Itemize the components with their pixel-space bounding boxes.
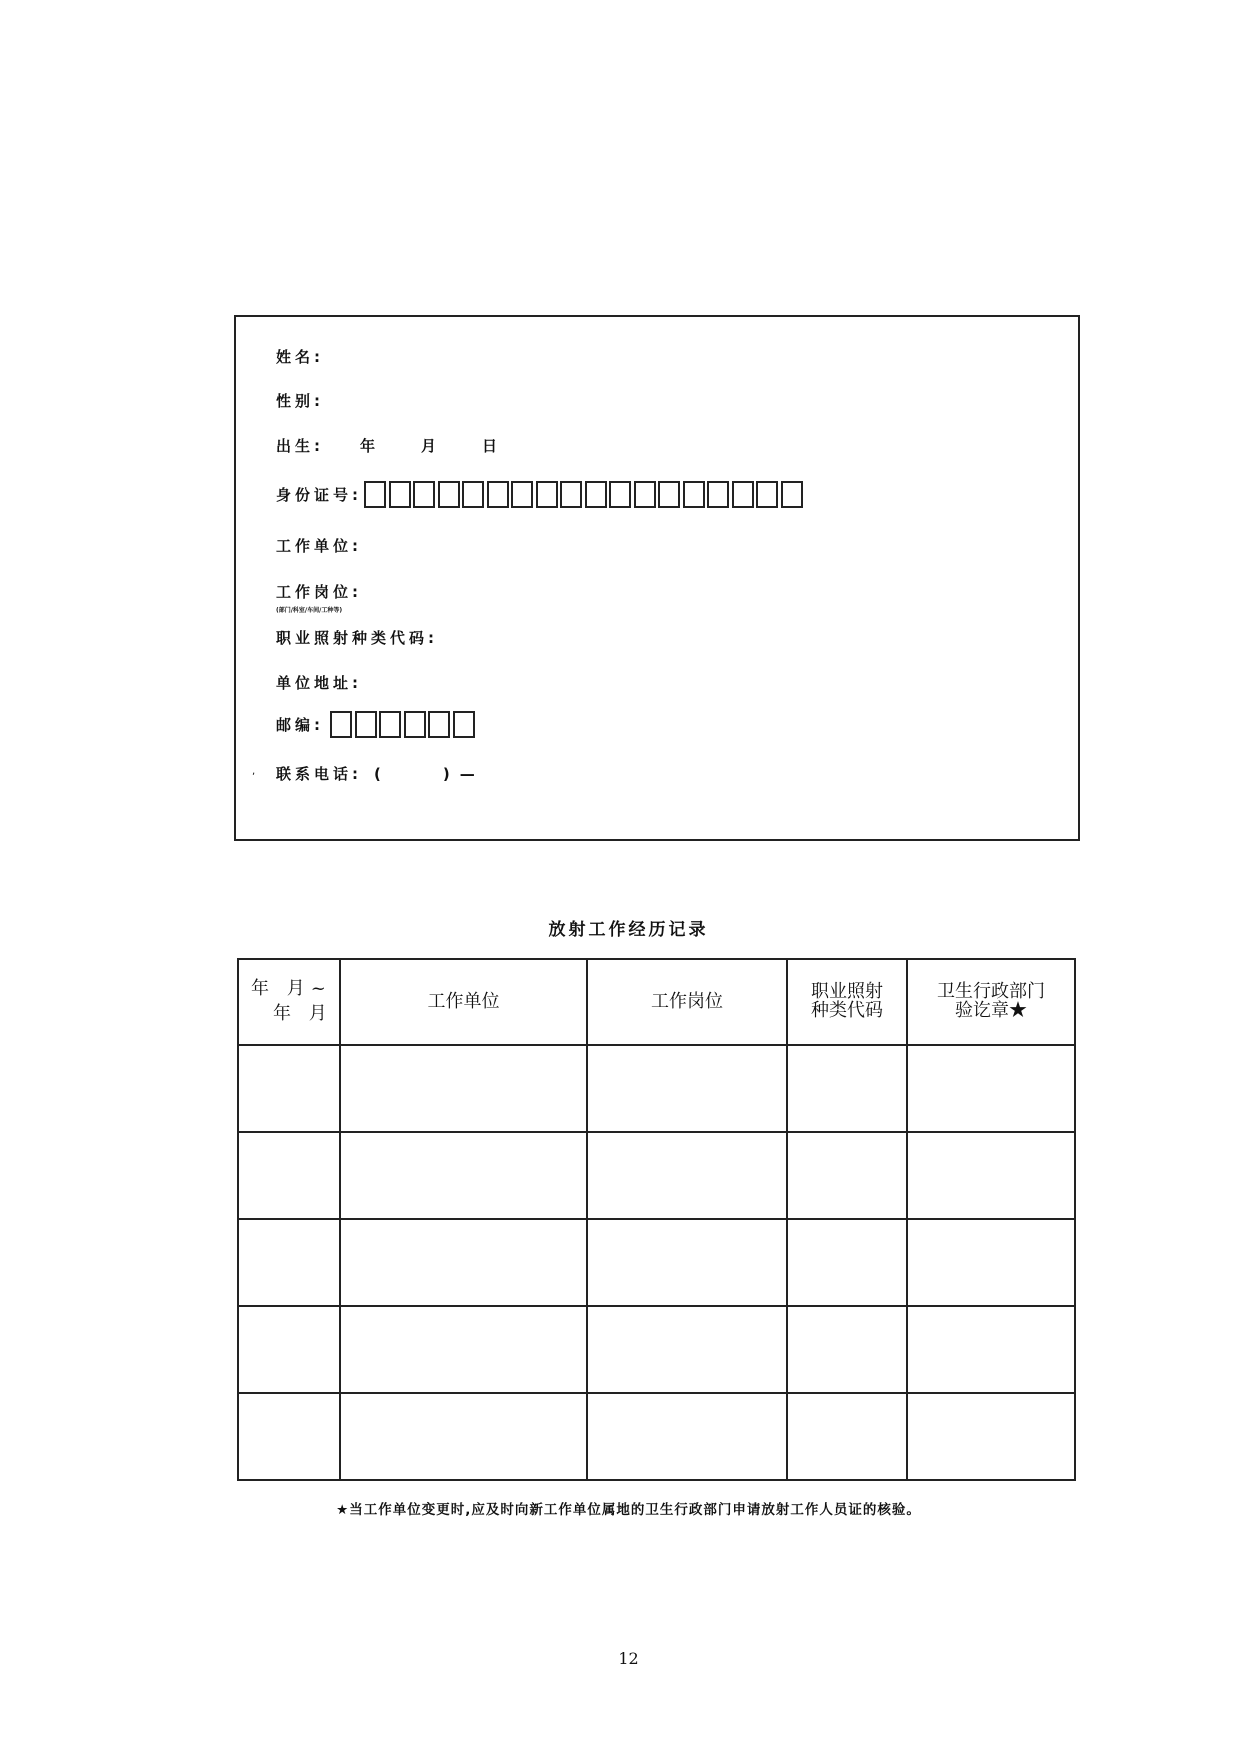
id-digit-box[interactable] <box>413 481 435 508</box>
header-stamp <box>907 959 1075 1045</box>
stamp-cell[interactable] <box>907 1132 1075 1219</box>
id-digit-box[interactable] <box>756 481 778 508</box>
gender-label: 性别: <box>276 392 324 410</box>
header-exposure-code <box>787 959 907 1045</box>
date-range-cell[interactable] <box>238 1306 340 1393</box>
id-digit-box[interactable] <box>487 481 509 508</box>
birth-field[interactable] <box>276 435 497 456</box>
date-range-cell[interactable] <box>238 1393 340 1480</box>
employer-label: 工作单位: <box>276 537 362 555</box>
table-header-row <box>238 959 1075 1045</box>
postcode-digit-box[interactable] <box>404 711 426 738</box>
phone-close-paren: ) <box>442 764 450 783</box>
table-row <box>238 1132 1075 1219</box>
id-digit-box[interactable] <box>364 481 386 508</box>
header-date-range <box>238 959 340 1045</box>
footnote: ★当工作单位变更时,应及时向新工作单位属地的卫生行政部门申请放射工作人员证的核验。 <box>336 1502 921 1518</box>
postcode-digit-box[interactable] <box>379 711 401 738</box>
postcode-boxes[interactable] <box>330 711 477 738</box>
date-range-cell[interactable] <box>238 1132 340 1219</box>
page-number: 12 <box>618 1649 639 1668</box>
header-employer: 工作单位 <box>340 959 587 1045</box>
header-post: 工作岗位 <box>587 959 787 1045</box>
date-range-cell[interactable] <box>238 1219 340 1306</box>
exposure-code-cell[interactable] <box>787 1132 907 1219</box>
exposure-code-label: 职业照射种类代码: <box>276 629 438 647</box>
employer-cell[interactable] <box>340 1132 587 1219</box>
postcode-digit-box[interactable] <box>355 711 377 738</box>
phone-label: 联系电话: <box>276 765 362 783</box>
stamp-cell[interactable] <box>907 1219 1075 1306</box>
id-digit-box[interactable] <box>781 481 803 508</box>
id-digit-box[interactable] <box>683 481 705 508</box>
phone-dash: — <box>459 764 475 783</box>
postcode-digit-box[interactable] <box>453 711 475 738</box>
postcode-digit-box[interactable] <box>428 711 450 738</box>
id-digit-box[interactable] <box>438 481 460 508</box>
personal-info-card <box>234 315 1080 841</box>
birth-month-label: 月 <box>421 437 437 455</box>
work-history-table <box>237 958 1076 1481</box>
name-field[interactable] <box>276 346 324 367</box>
header-date-line2: 年 月 <box>273 1003 333 1024</box>
employer-cell[interactable] <box>340 1219 587 1306</box>
employer-cell[interactable] <box>340 1306 587 1393</box>
birth-day-label: 日 <box>482 437 498 455</box>
header-code-line1: 职业照射 <box>811 981 883 1003</box>
post-field[interactable] <box>276 581 362 602</box>
id-digit-box[interactable] <box>511 481 533 508</box>
post-label: 工作岗位: <box>276 583 362 601</box>
id-digit-box[interactable] <box>389 481 411 508</box>
employer-field[interactable] <box>276 535 362 556</box>
id-digit-box[interactable] <box>707 481 729 508</box>
record-title: 放射工作经历记录 <box>548 920 709 940</box>
post-cell[interactable] <box>587 1306 787 1393</box>
table-row <box>238 1393 1075 1480</box>
post-cell[interactable] <box>587 1393 787 1480</box>
table-row <box>238 1045 1075 1132</box>
header-date-line1: 年 月~ <box>251 978 332 1000</box>
id-digit-box[interactable] <box>732 481 754 508</box>
exposure-code-cell[interactable] <box>787 1306 907 1393</box>
postcode-field[interactable] <box>276 711 477 738</box>
employer-cell[interactable] <box>340 1045 587 1132</box>
id-number-field[interactable] <box>276 481 805 508</box>
id-digit-box[interactable] <box>609 481 631 508</box>
exposure-code-field[interactable] <box>276 627 438 648</box>
id-number-boxes[interactable] <box>364 481 805 508</box>
id-label: 身份证号: <box>276 486 362 504</box>
address-label: 单位地址: <box>276 674 362 692</box>
name-label: 姓名: <box>276 348 324 366</box>
id-digit-box[interactable] <box>585 481 607 508</box>
address-field[interactable] <box>276 672 362 693</box>
postcode-label: 邮编: <box>276 716 324 734</box>
stamp-cell[interactable] <box>907 1306 1075 1393</box>
exposure-code-cell[interactable] <box>787 1219 907 1306</box>
table-row <box>238 1219 1075 1306</box>
stamp-cell[interactable] <box>907 1393 1075 1480</box>
phone-open-paren: ( <box>374 764 381 783</box>
table-row <box>238 1306 1075 1393</box>
header-stamp-line2: 验讫章★ <box>955 1000 1027 1021</box>
employer-cell[interactable] <box>340 1393 587 1480</box>
id-digit-box[interactable] <box>536 481 558 508</box>
post-cell[interactable] <box>587 1132 787 1219</box>
exposure-code-cell[interactable] <box>787 1393 907 1480</box>
id-digit-box[interactable] <box>658 481 680 508</box>
id-digit-box[interactable] <box>560 481 582 508</box>
id-digit-box[interactable] <box>462 481 484 508</box>
birth-label: 出生: <box>276 437 324 455</box>
id-digit-box[interactable] <box>634 481 656 508</box>
phone-field[interactable] <box>276 763 475 784</box>
birth-year-label: 年 <box>360 437 376 455</box>
post-hint: (部门/科室/车间/工种等) <box>276 607 343 614</box>
date-range-cell[interactable] <box>238 1045 340 1132</box>
exposure-code-cell[interactable] <box>787 1045 907 1132</box>
postcode-digit-box[interactable] <box>330 711 352 738</box>
header-code-line2: 种类代码 <box>811 1000 883 1021</box>
gender-field[interactable] <box>276 390 324 411</box>
tick-mark: , <box>252 766 256 777</box>
stamp-cell[interactable] <box>907 1045 1075 1132</box>
header-stamp-line1: 卫生行政部门 <box>937 981 1045 1003</box>
post-cell[interactable] <box>587 1219 787 1306</box>
post-cell[interactable] <box>587 1045 787 1132</box>
